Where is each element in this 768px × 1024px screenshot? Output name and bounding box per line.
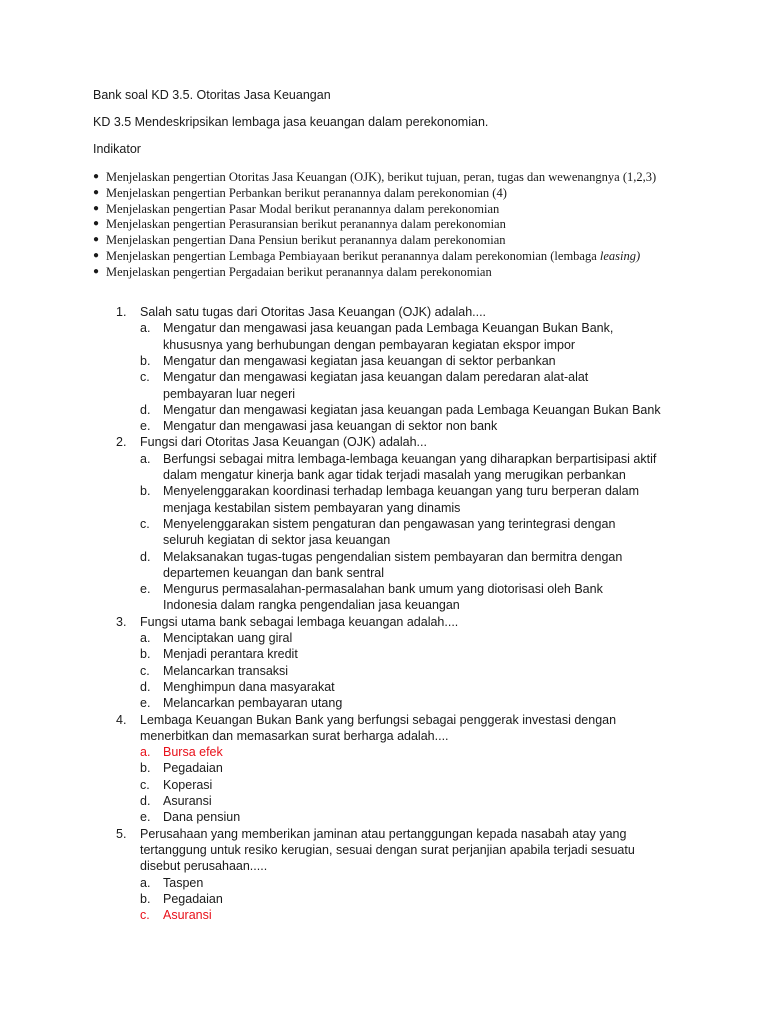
option-letter: b. [140, 761, 151, 776]
option-letter: b. [140, 484, 151, 499]
option-letter: c. [140, 370, 150, 385]
bullet-icon: ● [93, 234, 100, 246]
option-text: Menjadi perantara kredit [163, 647, 298, 662]
indicator-item [106, 233, 506, 248]
option-text: Pegadaian [163, 761, 223, 776]
option-text: Asuransi [163, 794, 212, 808]
question-text: Salah satu tugas dari Otoritas Jasa Keuangan (OJK) adalah.... [140, 305, 487, 319]
option-text: Mengatur dan mengawasi kegiatan jasa keuangan dalam peredaran alat-alat [163, 370, 589, 385]
option-letter: d. [140, 549, 151, 564]
bullet-icon: ● [93, 202, 100, 214]
option-text: Mengatur dan mengawasi jasa keuangan pada Lembaga Keuangan Bukan Bank, [163, 321, 614, 336]
option-text: Indonesia dalam rangka pengendalian jasa keuangan [163, 598, 460, 613]
answer-option-text: Bursa efek [163, 745, 223, 760]
kd-statement: KD 3.5 Mendeskripsikan lembaga jasa keuangan dalam perekonomian. [93, 115, 489, 129]
indicator-italic-text: leasing) [599, 249, 641, 263]
question-text: disebut perusahaan..... [140, 859, 268, 874]
option-letter: e. [140, 696, 151, 711]
option-text: Melancarkan transaksi [163, 663, 289, 678]
option-letter: d. [140, 402, 151, 417]
option-text: Melaksanakan tugas-tugas pengendalian sistem pembayaran dan bermitra dengan [163, 549, 623, 564]
option-letter: e. [140, 419, 151, 434]
indicator-text: Menjelaskan pengertian Lembaga Pembiayaan berikut peranannya dalam perekonomian (lembaga [106, 249, 600, 263]
question-text: Fungsi utama bank sebagai lembaga keuangan adalah.... [140, 614, 459, 629]
indikator-heading: Indikator [93, 142, 141, 156]
option-letter: d. [140, 794, 151, 808]
option-letter: c. [140, 663, 150, 678]
option-text: Mengurus permasalahan-permasalahan bank umum yang diotorisasi oleh Bank [163, 582, 603, 597]
option-letter: b. [140, 353, 151, 368]
answer-option-text: Asuransi [163, 908, 212, 923]
bullet-icon: ● [93, 186, 100, 198]
option-text: Mengatur dan mengawasi kegiatan jasa keuangan di sektor perbankan [163, 353, 556, 368]
bullet-icon: ● [93, 265, 100, 277]
option-text: Menciptakan uang giral [163, 631, 293, 645]
option-letter: b. [140, 891, 151, 906]
option-text: khususnya yang berhubungan dengan pembayaran kegiatan ekspor impor [163, 337, 576, 352]
option-text: Taspen [163, 875, 204, 890]
option-text: pembayaran luar negeri [163, 386, 296, 401]
option-letter: a. [140, 745, 151, 760]
question-text: Lembaga Keuangan Bukan Bank yang berfungsi sebagai penggerak investasi dengan [140, 712, 617, 727]
indicator-item [106, 170, 656, 185]
question-number: 1. [116, 305, 127, 319]
indicator-text: Menjelaskan pengertian Perasuransian berikut peranannya dalam perekonomian [106, 217, 506, 232]
option-text: Koperasi [163, 777, 213, 792]
option-text: Menghimpun dana masyarakat [163, 679, 335, 694]
option-letter: e. [140, 582, 151, 597]
option-letter: a. [140, 451, 151, 466]
option-letter: c. [140, 777, 150, 792]
indicator-text: Menjelaskan pengertian Pergadaian berikut peranannya dalam perekonomian [106, 264, 492, 279]
option-text: Melancarkan pembayaran utang [163, 696, 343, 711]
indicator-text: Menjelaskan pengertian Pasar Modal berikut peranannya dalam perekonomian [106, 201, 500, 216]
question-text: menerbitkan dan memasarkan surat berharga adalah.... [140, 728, 449, 743]
indicator-text: Menjelaskan pengertian Perbankan berikut peranannya dalam perekonomian (4) [106, 185, 507, 200]
option-text: dalam mengatur kinerja bank agar tidak terjadi masalah yang merugikan perbankan [163, 468, 626, 482]
option-text: Pegadaian [163, 891, 223, 906]
indicator-item [106, 202, 499, 217]
option-letter: b. [140, 647, 151, 662]
option-text: seluruh kegiatan di sektor jasa keuangan [163, 533, 391, 548]
question-text: Perusahaan yang memberikan jaminan atau pertanggungan kepada nasabah atay yang [140, 826, 627, 841]
bullet-icon: ● [93, 171, 100, 182]
indicator-text: Menjelaskan pengertian Otoritas Jasa Keuangan (OJK), berikut tujuan, peran, tugas dan wewenangnya (1,2,3) [106, 170, 657, 184]
option-letter: c. [140, 908, 150, 923]
option-letter: c. [140, 516, 150, 531]
question-number: 3. [116, 614, 127, 629]
bullet-icon: ● [93, 218, 100, 230]
option-letter: a. [140, 631, 151, 645]
question-text: Fungsi dari Otoritas Jasa Keuangan (OJK) adalah... [140, 435, 427, 450]
option-letter: a. [140, 321, 151, 336]
option-letter: e. [140, 810, 151, 825]
option-text: Menyelenggarakan sistem pengaturan dan pengawasan yang terintegrasi dengan [163, 516, 616, 531]
document-title: Bank soal KD 3.5. Otoritas Jasa Keuangan [93, 88, 331, 102]
bullet-icon: ● [93, 250, 100, 261]
option-text: Menyelenggarakan koordinasi terhadap lembaga keuangan yang turu berperan dalam [163, 484, 640, 499]
option-text: Mengatur dan mengawasi jasa keuangan di sektor non bank [163, 419, 498, 434]
question-number: 2. [116, 435, 127, 450]
indicator-item [106, 217, 506, 232]
option-text: menjaga kestabilan sistem pembayaran yang dinamis [163, 500, 461, 515]
question-text: tertanggung untuk resiko kerugian, sesuai dengan surat perjanjian apabila terjadi sesuatu [140, 842, 635, 857]
option-text: Mengatur dan mengawasi kegiatan jasa keuangan pada Lembaga Keuangan Bukan Bank [163, 402, 661, 417]
indicator-item [106, 265, 492, 280]
question-number: 4. [116, 712, 127, 727]
indicator-item [106, 249, 640, 264]
option-text: Berfungsi sebagai mitra lembaga-lembaga keuangan yang diharapkan berpartisipasi aktif [163, 451, 657, 466]
question-number: 5. [116, 826, 127, 841]
option-letter: a. [140, 875, 151, 890]
option-letter: d. [140, 679, 151, 694]
indicator-text: Menjelaskan pengertian Dana Pensiun berikut peranannya dalam perekonomian [106, 233, 506, 248]
option-text: Dana pensiun [163, 810, 241, 825]
indicator-item [106, 186, 507, 201]
option-text: departemen keuangan dan bank sentral [163, 565, 384, 580]
